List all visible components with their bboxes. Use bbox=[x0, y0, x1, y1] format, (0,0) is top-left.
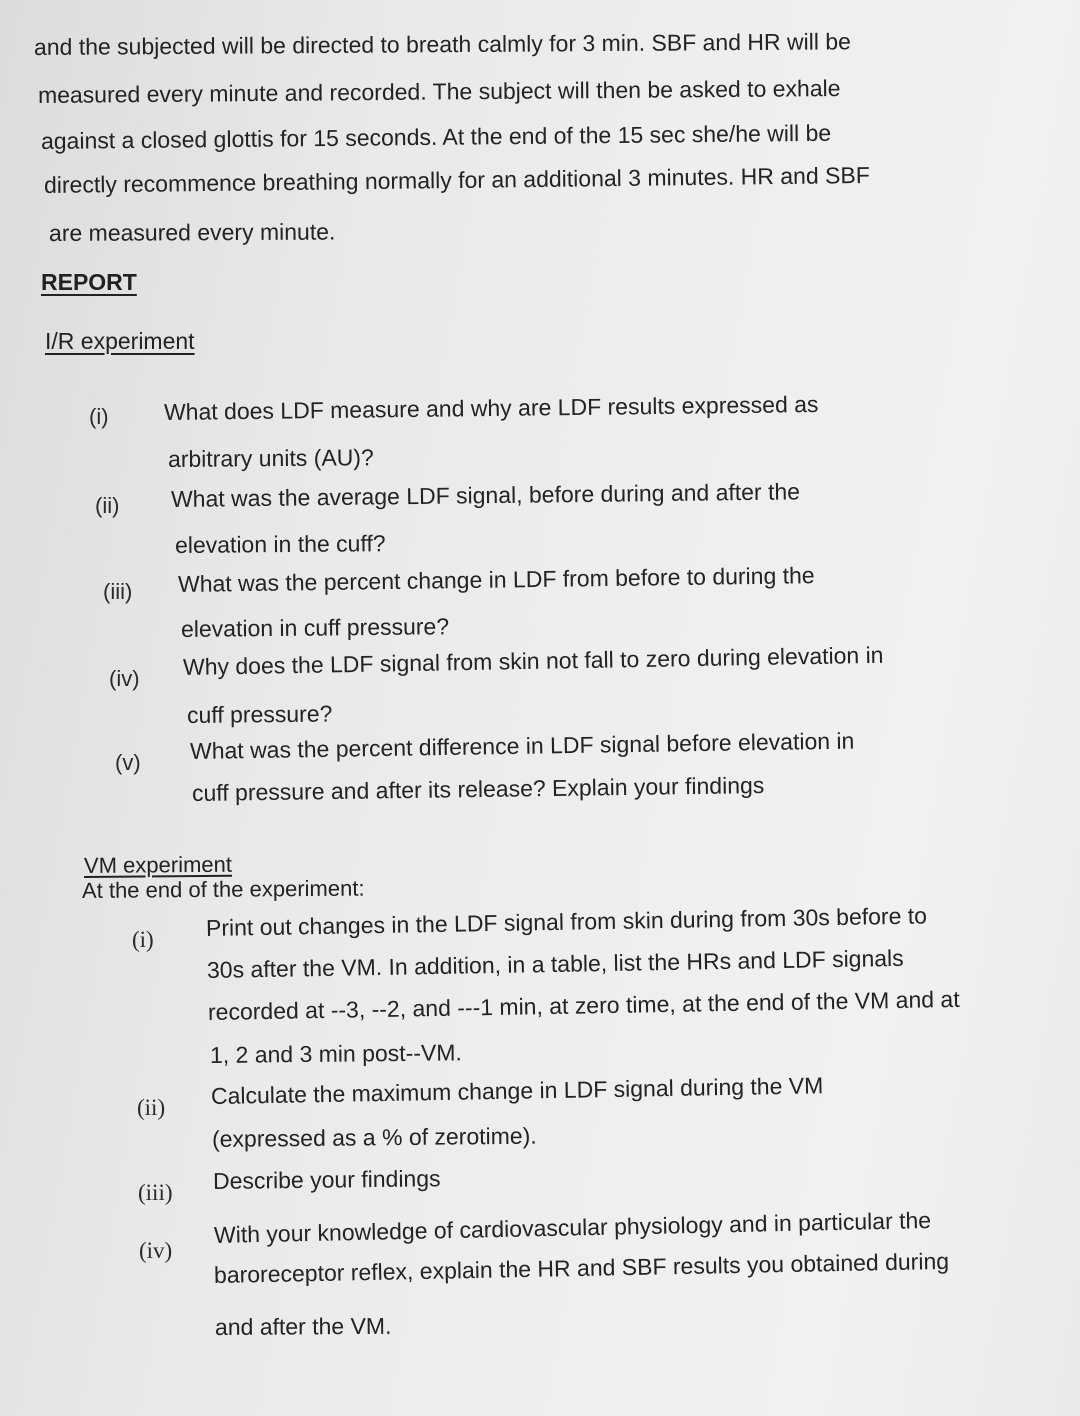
ir-question-text: elevation in cuff pressure? bbox=[180, 613, 450, 642]
ir-question-text: What was the percent difference in LDF signal before elevation in bbox=[189, 727, 855, 764]
vm-question-text: 30s after the VM. In addition, in a table, list the HRs and LDF signals bbox=[206, 944, 904, 983]
ir-question-number: (i) bbox=[89, 404, 109, 429]
vm-question-number: (ii) bbox=[137, 1095, 166, 1120]
ir-question-number: (ii) bbox=[95, 493, 120, 518]
report-heading: REPORT bbox=[41, 269, 137, 295]
vm-question-text: 1, 2 and 3 min post--VM. bbox=[209, 1039, 462, 1068]
vm-question-text: Calculate the maximum change in LDF signal during the VM bbox=[210, 1072, 824, 1109]
vm-question-text: baroreceptor reflex, explain the HR and SBF results you obtained during bbox=[213, 1247, 950, 1288]
ir-question-text: Why does the LDF signal from skin not fall to zero during elevation in bbox=[182, 641, 884, 680]
intro-line-3: against a closed glottis for 15 seconds. At the end of the 15 sec she/he will be bbox=[40, 119, 832, 154]
vm-question-text: recorded at --3, --2, and ---1 min, at zero time, at the end of the VM and at bbox=[207, 985, 960, 1025]
ir-question-text: What was the percent change in LDF from before to during the bbox=[177, 562, 815, 597]
vm-question-text: With your knowledge of cardiovascular physiology and in particular the bbox=[213, 1206, 932, 1248]
ir-question-text: cuff pressure? bbox=[186, 700, 333, 728]
intro-line-4: directly recommence breathing normally for an additional 3 minutes. HR and SBF bbox=[43, 161, 870, 198]
vm-question-number: (iii) bbox=[138, 1180, 173, 1205]
ir-question-number: (v) bbox=[115, 750, 141, 775]
vm-question-number: (iv) bbox=[139, 1238, 173, 1263]
intro-line-1: and the subjected will be directed to breath calmly for 3 min. SBF and HR will be bbox=[33, 28, 851, 60]
ir-question-text: elevation in the cuff? bbox=[174, 530, 386, 558]
vm-question-text: Print out changes in the LDF signal from skin during from 30s before to bbox=[205, 902, 928, 941]
vm-question-text: Describe your findings bbox=[212, 1165, 441, 1194]
vm-subheading: At the end of the experiment: bbox=[81, 875, 365, 903]
ir-question-number: (iii) bbox=[103, 579, 133, 604]
vm-question-text: and after the VM. bbox=[214, 1312, 392, 1340]
ir-question-text: What was the average LDF signal, before during and after the bbox=[170, 478, 801, 512]
ir-question-number: (iv) bbox=[109, 666, 140, 691]
ir-question-text: cuff pressure and after its release? Explain your findings bbox=[191, 772, 765, 806]
ir-question-text: arbitrary units (AU)? bbox=[167, 444, 374, 472]
vm-experiment-heading: VM experiment bbox=[83, 851, 233, 878]
intro-line-2: measured every minute and recorded. The subject will then be asked to exhale bbox=[37, 74, 841, 108]
ir-question-text: What does LDF measure and why are LDF results expressed as bbox=[163, 391, 819, 425]
ir-experiment-heading: I/R experiment bbox=[45, 328, 195, 354]
vm-question-text: (expressed as a % of zerotime). bbox=[211, 1122, 537, 1152]
intro-line-5: are measured every minute. bbox=[48, 218, 336, 246]
vm-question-number: (i) bbox=[132, 927, 154, 952]
